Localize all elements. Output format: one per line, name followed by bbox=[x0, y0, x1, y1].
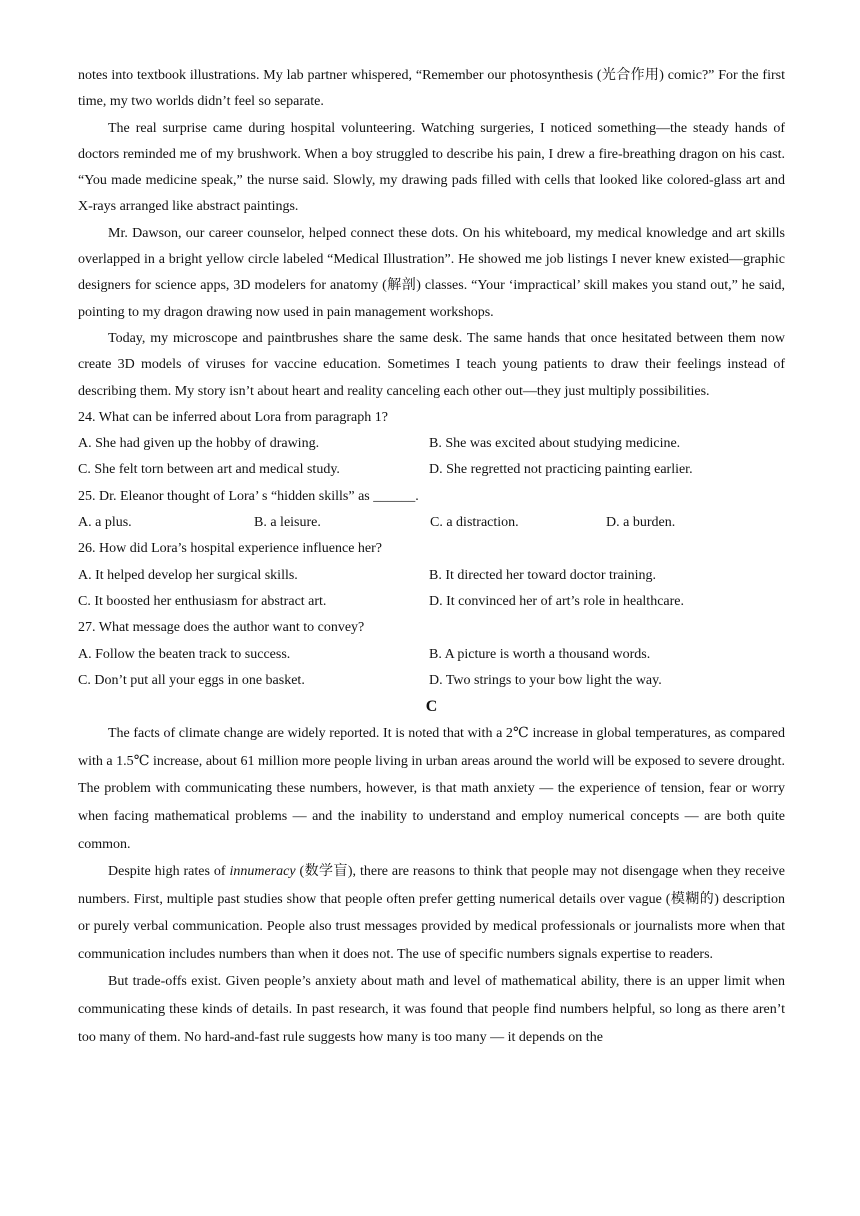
question-26 bbox=[78, 536, 785, 615]
question-25 bbox=[78, 484, 785, 537]
question-stem: 27. What message does the author want to convey? bbox=[78, 620, 365, 636]
passage-b-paragraph-2: The real surprise came during hospital volunteering. Watching surgeries, I noticed something—the steady hands of doctors reminded me of my brushwork. When a boy struggled to describe his pain, I drew a fire-breathing dragon on his cast. “You made medicine speak,” the nurse said. Slowly, my drawing pads filled with cells that looked like colored-glass art and X-rays arranged like abstract paintings. bbox=[78, 120, 785, 215]
passage-c-paragraph-1: The facts of climate change are widely reported. It is noted that with a 2℃ increase in global temperatures, as compared with a 1.5℃ increase, about 61 million more people living in urban areas around the world will be exposed to severe drought. The problem with communicating these numbers, however, is that math anxiety — the experience of tension, fear or worry when facing mathematical problems — and the inability to understand and employ numerical concepts — are both quite common. bbox=[78, 726, 785, 852]
paragraph-text-after: (数学盲), there are reasons to think that people may not disengage when they receive numbers. First, multiple past studies show that people often prefer getting numerical details over vague (模糊的) description or purely verbal communication. People also trust messages provided by medical professionals or journalists more when that communication includes numbers than when it does not. The use of specific numbers signals expertise to readers. bbox=[78, 864, 786, 962]
question-stem: 24. What can be inferred about Lora from paragraph 1? bbox=[78, 409, 388, 425]
option-a[interactable]: A. It helped develop her surgical skills. bbox=[78, 567, 298, 583]
option-c[interactable]: C. a distraction. bbox=[430, 515, 519, 531]
passage-b-paragraph-1: notes into textbook illustrations. My lab partner whispered, “Remember our photosynthesis (光合作用) comic?” For the first time, my two worlds didn’t feel so separate. bbox=[78, 68, 785, 110]
option-c[interactable]: C. It boosted her enthusiasm for abstract art. bbox=[78, 593, 327, 609]
passage-b-paragraph-3: Mr. Dawson, our career counselor, helped connect these dots. On his whiteboard, my medical knowledge and art skills overlapped in a bright yellow circle labeled “Medical Illustration”. He showed me job listings I never knew existed—graphic designers for science apps, 3D modelers for anatomy (解剖) classes. “Your ‘impractical’ skill makes you stand out,” he said, pointing to my dragon drawing now used in pain management workshops. bbox=[78, 225, 785, 320]
option-a[interactable]: A. She had given up the hobby of drawing. bbox=[78, 436, 320, 452]
question-24 bbox=[78, 405, 785, 484]
options-grid bbox=[78, 431, 785, 484]
option-a[interactable]: A. a plus. bbox=[78, 515, 132, 531]
passage-b bbox=[78, 63, 785, 405]
passage-b-paragraph-4: Today, my microscope and paintbrushes share the same desk. The same hands that once hesitated between them now create 3D models of viruses for vaccine education. Sometimes I teach young patients to draw their feelings instead of describing them. My story isn’t about heart and reality canceling each other out—they just multiply possibilities. bbox=[78, 330, 785, 399]
section-c-title: C bbox=[425, 698, 438, 716]
option-b[interactable]: B. She was excited about studying medicine. bbox=[429, 436, 681, 452]
option-a[interactable]: A. Follow the beaten track to success. bbox=[78, 646, 291, 662]
question-stem: 26. How did Lora’s hospital experience influence her? bbox=[78, 541, 383, 557]
italic-term: innumeracy bbox=[229, 864, 296, 880]
passage-c-paragraph-2 bbox=[78, 858, 785, 968]
option-d[interactable]: D. a burden. bbox=[606, 515, 676, 531]
question-27 bbox=[78, 615, 785, 694]
paragraph-text-before: Despite high rates of bbox=[108, 864, 230, 880]
page-content bbox=[78, 63, 785, 1051]
option-b[interactable]: B. A picture is worth a thousand words. bbox=[429, 646, 651, 662]
option-d[interactable]: D. Two strings to your bow light the way. bbox=[429, 672, 662, 688]
question-stem: 25. Dr. Eleanor thought of Lora’ s “hidden skills” as ______. bbox=[78, 488, 419, 504]
option-c[interactable]: C. She felt torn between art and medical study. bbox=[78, 462, 340, 478]
option-d[interactable]: D. It convinced her of art’s role in healthcare. bbox=[429, 593, 685, 609]
options-grid bbox=[78, 642, 785, 695]
option-c[interactable]: C. Don’t put all your eggs in one basket. bbox=[78, 672, 305, 688]
options-grid bbox=[78, 510, 785, 536]
option-b[interactable]: B. It directed her toward doctor training. bbox=[429, 567, 657, 583]
option-d[interactable]: D. She regretted not practicing painting earlier. bbox=[429, 462, 693, 478]
options-grid bbox=[78, 563, 785, 616]
option-b[interactable]: B. a leisure. bbox=[254, 515, 321, 531]
passage-c bbox=[78, 720, 785, 1051]
passage-c-paragraph-3: But trade-offs exist. Given people’s anxiety about math and level of mathematical ability, there is an upper limit when communicating these kinds of details. In past research, it was found that people find numbers helpful, so long as there aren’t too many of them. No hard-and-fast rule suggests how many is too many — it depends on the bbox=[78, 974, 785, 1045]
